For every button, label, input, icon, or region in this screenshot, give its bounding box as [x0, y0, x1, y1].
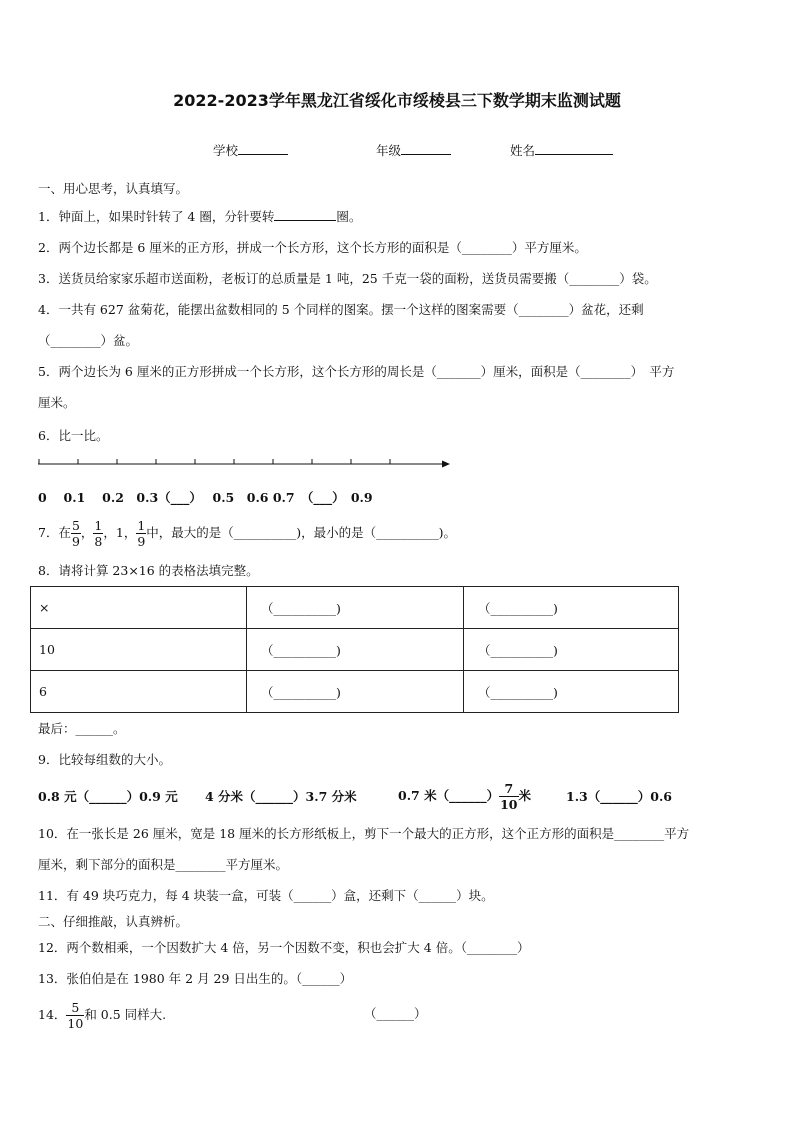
q7-suffix: 中，最大的是（__________)，最小的是（__________)。 — [146, 525, 457, 540]
table-row — [31, 587, 679, 629]
q9-c-prefix: 0.7 米（______） — [398, 788, 500, 803]
fraction-one-eighth: $\frac{1}{8}$ — [94, 518, 103, 549]
fraction-five-ninths: $\frac{5}{9}$ — [71, 518, 80, 549]
number-line-values: 0 0.1 0.2 0.3（___） 0.5 0.6 0.7 （___） 0.9 — [38, 490, 373, 505]
multiplication-table — [30, 586, 679, 713]
number-line — [38, 458, 450, 470]
q14-prefix: 14． — [38, 1007, 67, 1022]
table-row — [31, 671, 679, 713]
question-11: 11．有 49 块巧克力，每 4 块装一盒，可装（______）盒，还剩下（______）块。 — [38, 888, 494, 903]
grade-field[interactable] — [376, 142, 451, 159]
table-cell[interactable]: （__________) — [464, 629, 679, 671]
question-5-line-2: 厘米。 — [38, 395, 76, 410]
question-10-line-1: 10．在一张长是 26 厘米，宽是 18 厘米的长方形纸板上，剪下一个最大的正方形，这个正方形的面积是________平方 — [38, 826, 690, 841]
q1-suffix: 圈。 — [336, 209, 362, 224]
q9-item-a: 0.8 元（______）0.9 元 — [38, 789, 178, 804]
q9-item-c — [398, 778, 531, 814]
question-2: 2．两个边长都是 6 厘米的正方形，拼成一个长方形，这个长方形的面积是（________）平方厘米。 — [38, 240, 587, 255]
table-cell[interactable]: （__________) — [464, 587, 679, 629]
q14-answer-blank[interactable]: （______） — [364, 1006, 427, 1021]
question-8-final: 最后：______。 — [38, 721, 126, 736]
q1-blank[interactable] — [274, 208, 336, 221]
question-10-line-2: 厘米，剩下部分的面积是________平方厘米。 — [38, 857, 289, 872]
table-cell[interactable]: （__________) — [247, 671, 464, 713]
q7-prefix: 7．在 — [38, 525, 71, 540]
section-2-heading: 二、仔细推敲，认真辨析。 — [38, 914, 189, 929]
question-5-line-1: 5．两个边长为 6 厘米的正方形拼成一个长方形，这个长方形的周长是（_______）厘米，面积是（________） 平方 — [38, 364, 675, 379]
table-row — [31, 629, 679, 671]
q9-item-b: 4 分米（______）3.7 分米 — [205, 789, 357, 804]
grade-label: 年级 — [376, 143, 402, 158]
fraction-one-ninth: $\frac{1}{9}$ — [137, 518, 146, 549]
question-3: 3．送货员给家家乐超市送面粉，老板订的总质量是 1 吨，25 千克一袋的面粉，送货员需要搬（________）袋。 — [38, 271, 657, 286]
q7-separator: ， — [80, 525, 94, 540]
fraction-seven-tenths: $\frac{7}{10}$ — [500, 781, 518, 812]
question-6-label: 6．比一比。 — [38, 428, 109, 443]
question-4-line-2: （________）盆。 — [38, 333, 139, 348]
question-8-label: 8．请将计算 23×16 的表格法填完整。 — [38, 563, 259, 578]
q1-text: 1．钟面上，如果时针转了 4 圈，分针要转 — [38, 209, 275, 224]
question-9-label: 9．比较每组数的大小。 — [38, 752, 171, 767]
name-field[interactable] — [510, 142, 613, 159]
fraction-five-tenths: $\frac{5}{10}$ — [67, 1000, 84, 1031]
table-cell: 10 — [31, 629, 247, 671]
question-1 — [38, 208, 361, 225]
table-cell: × — [31, 587, 247, 629]
table-cell: 6 — [31, 671, 247, 713]
q9-c-suffix: 米 — [518, 788, 532, 803]
name-label: 姓名 — [510, 143, 536, 158]
page-title: 2022-2023学年黑龙江省绥化市绥棱县三下数学期末监测试题 — [173, 91, 621, 110]
q14-text: 和 0.5 同样大. — [84, 1007, 167, 1022]
q9-item-d: 1.3（______）0.6 — [566, 789, 672, 804]
table-cell[interactable]: （__________) — [464, 671, 679, 713]
question-13: 13．张伯伯是在 1980 年 2 月 29 日出生的。（______） — [38, 971, 353, 986]
question-4-line-1: 4．一共有 627 盆菊花，能摆出盆数相同的 5 个同样的图案。摆一个这样的图案需要（________）盆花，还剩 — [38, 302, 644, 317]
table-cell[interactable]: （__________) — [247, 587, 464, 629]
question-12: 12．两个数相乘，一个因数扩大 4 倍，另一个因数不变，积也会扩大 4 倍。（________） — [38, 940, 530, 955]
section-1-heading: 一、用心思考，认真填写。 — [38, 181, 189, 196]
question-7 — [38, 516, 456, 550]
school-field[interactable] — [213, 142, 288, 159]
table-cell[interactable]: （__________) — [247, 629, 464, 671]
school-label: 学校 — [213, 143, 239, 158]
q7-separator-2: ，1， — [103, 525, 137, 540]
question-14 — [38, 997, 166, 1033]
